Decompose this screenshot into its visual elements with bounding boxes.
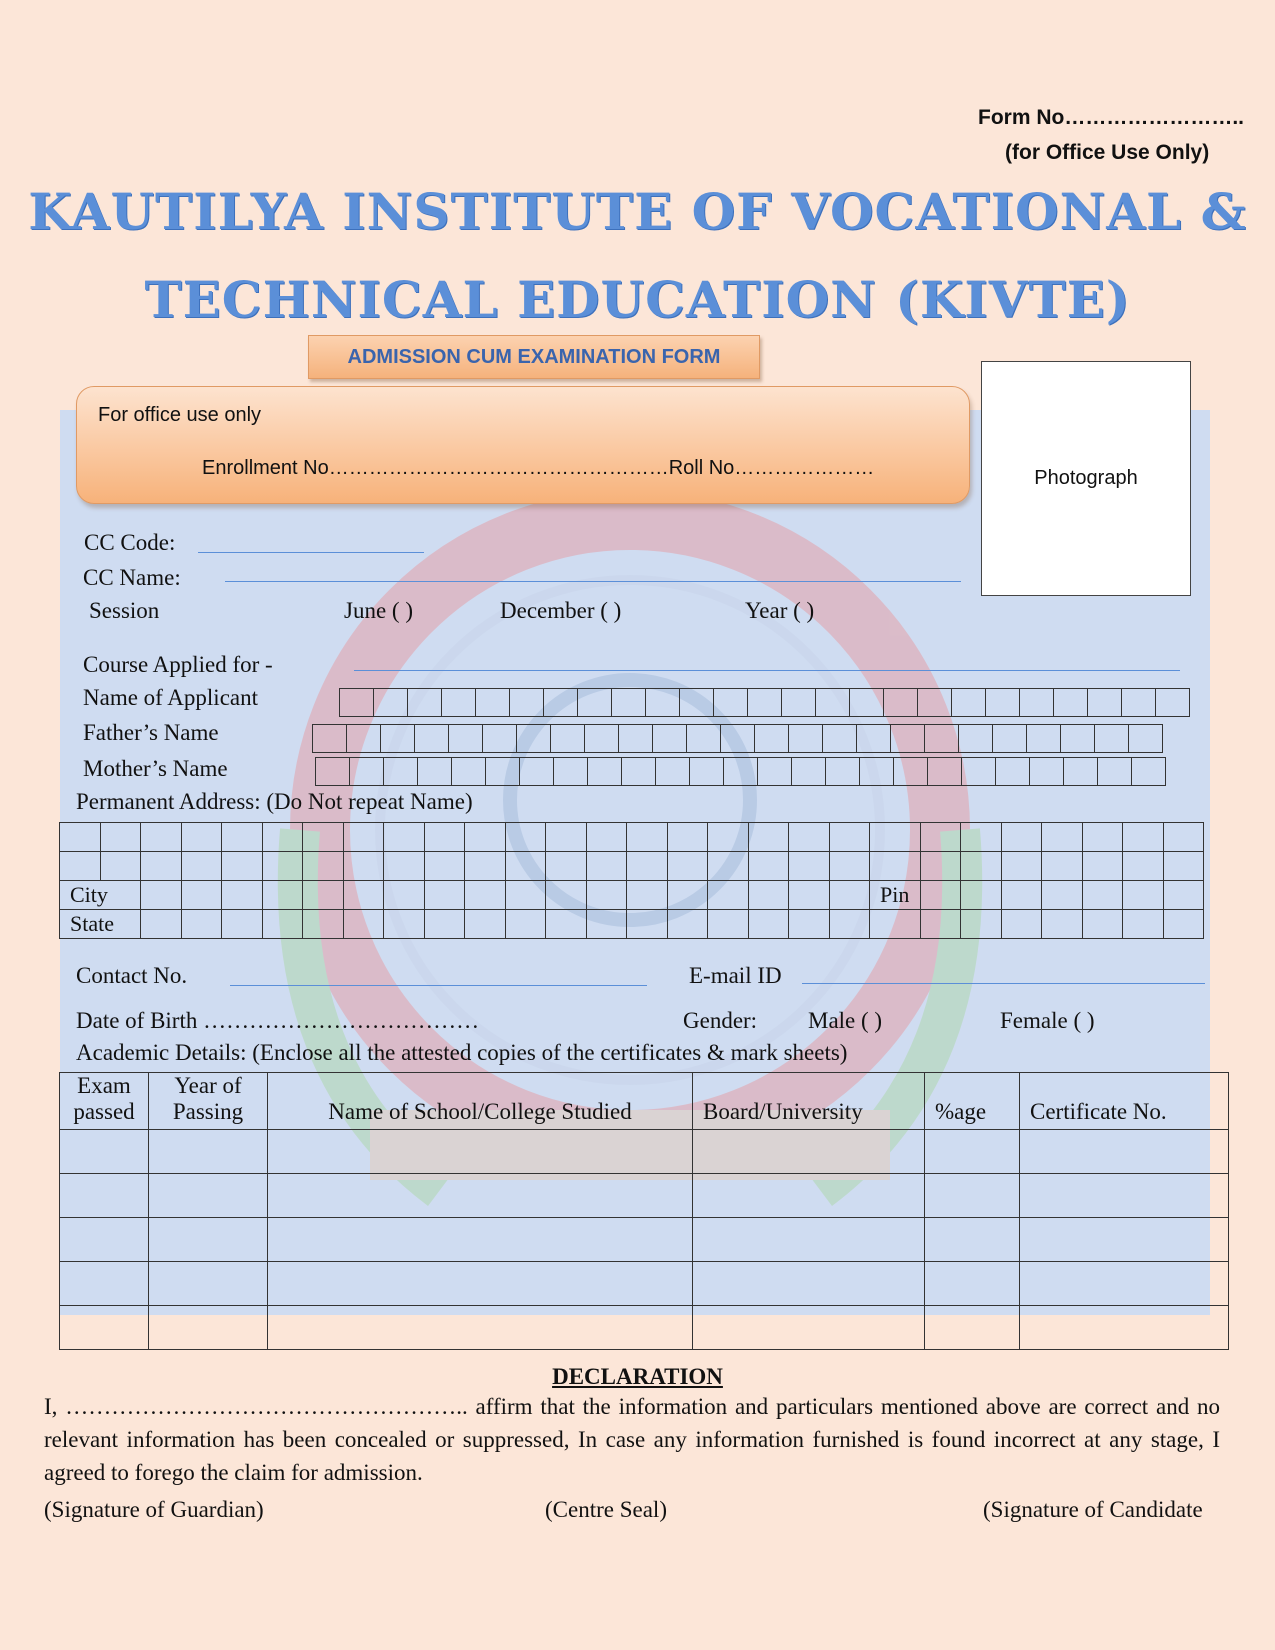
address-cell[interactable] bbox=[1042, 823, 1083, 852]
address-cell[interactable] bbox=[961, 881, 1002, 910]
date-of-birth-field[interactable]: Date of Birth ……………………………… bbox=[76, 1008, 480, 1033]
address-cell[interactable] bbox=[384, 852, 425, 881]
address-cell[interactable] bbox=[920, 823, 961, 852]
address-cell[interactable] bbox=[1163, 852, 1204, 881]
address-cell[interactable] bbox=[1123, 852, 1164, 881]
address-cell[interactable] bbox=[100, 852, 141, 881]
char-box[interactable] bbox=[860, 758, 894, 785]
char-box[interactable] bbox=[690, 758, 724, 785]
address-cell[interactable] bbox=[627, 852, 668, 881]
address-cell[interactable] bbox=[262, 852, 303, 881]
char-box[interactable] bbox=[816, 689, 850, 716]
char-box[interactable] bbox=[755, 725, 789, 752]
academic-row[interactable] bbox=[60, 1218, 1229, 1262]
address-label: Permanent Address: (Do Not repeat Name) bbox=[76, 789, 473, 814]
centre-seal: (Centre Seal) bbox=[545, 1497, 667, 1522]
address-cell[interactable] bbox=[465, 910, 506, 939]
pin-label: Pin bbox=[870, 881, 921, 910]
academic-row[interactable] bbox=[60, 1262, 1229, 1306]
char-box[interactable] bbox=[928, 758, 962, 785]
address-grid-row bbox=[60, 881, 1204, 910]
address-cell[interactable] bbox=[465, 852, 506, 881]
char-box[interactable] bbox=[721, 725, 755, 752]
char-box[interactable] bbox=[857, 725, 891, 752]
address-cell[interactable] bbox=[181, 881, 222, 910]
char-box[interactable] bbox=[758, 758, 792, 785]
address-cell[interactable] bbox=[920, 910, 961, 939]
address-cell[interactable] bbox=[789, 910, 830, 939]
address-cell[interactable] bbox=[1042, 910, 1083, 939]
academic-details-table bbox=[59, 1072, 1229, 1350]
form-type-banner: ADMISSION CUM EXAMINATION FORM bbox=[308, 335, 760, 379]
course-field[interactable] bbox=[354, 670, 1180, 671]
academic-row[interactable] bbox=[60, 1174, 1229, 1218]
char-box[interactable] bbox=[452, 758, 486, 785]
address-cell[interactable] bbox=[586, 881, 627, 910]
header-exam-passed: Exam passed bbox=[60, 1073, 149, 1130]
char-box[interactable] bbox=[1132, 758, 1166, 785]
char-box[interactable] bbox=[585, 725, 619, 752]
session-december-option[interactable]: December ( ) bbox=[500, 598, 622, 623]
char-box[interactable] bbox=[544, 689, 578, 716]
address-grid-row bbox=[60, 852, 1204, 881]
address-grid-row bbox=[60, 823, 1204, 852]
char-box[interactable] bbox=[925, 725, 959, 752]
email-label: E-mail ID bbox=[689, 963, 782, 988]
header-percentage: %age bbox=[925, 1073, 1020, 1130]
contact-field[interactable] bbox=[230, 985, 647, 986]
address-cell[interactable] bbox=[667, 910, 708, 939]
address-cell[interactable] bbox=[141, 852, 182, 881]
header-board-university: Board/University bbox=[693, 1073, 925, 1130]
address-cell[interactable] bbox=[789, 852, 830, 881]
address-cell[interactable] bbox=[505, 881, 546, 910]
char-box[interactable] bbox=[1088, 689, 1122, 716]
address-cell[interactable] bbox=[546, 881, 587, 910]
address-cell[interactable] bbox=[586, 823, 627, 852]
header-certificate-no: Certificate No. bbox=[1020, 1073, 1229, 1130]
address-cell[interactable] bbox=[343, 852, 384, 881]
address-cell[interactable] bbox=[748, 881, 789, 910]
address-cell[interactable] bbox=[181, 823, 222, 852]
char-box[interactable] bbox=[724, 758, 758, 785]
address-cell[interactable] bbox=[920, 852, 961, 881]
char-box[interactable] bbox=[748, 689, 782, 716]
char-box[interactable] bbox=[517, 725, 551, 752]
address-cell[interactable] bbox=[627, 910, 668, 939]
char-box[interactable] bbox=[996, 758, 1030, 785]
char-box[interactable] bbox=[350, 758, 384, 785]
address-cell[interactable] bbox=[303, 852, 344, 881]
char-box[interactable] bbox=[1095, 725, 1129, 752]
photograph-label: Photograph bbox=[1034, 467, 1138, 489]
address-cell[interactable] bbox=[667, 852, 708, 881]
address-cell[interactable] bbox=[343, 910, 384, 939]
address-cell[interactable] bbox=[708, 823, 749, 852]
course-label: Course Applied for - bbox=[83, 652, 273, 677]
cc-name-field[interactable] bbox=[225, 581, 961, 582]
char-box[interactable] bbox=[653, 725, 687, 752]
gender-female-option[interactable]: Female ( ) bbox=[1000, 1008, 1095, 1033]
char-box[interactable] bbox=[1156, 689, 1190, 716]
char-box[interactable] bbox=[476, 689, 510, 716]
char-box[interactable] bbox=[483, 725, 517, 752]
header-year-of-passing: Year of Passing bbox=[149, 1073, 268, 1130]
address-cell[interactable] bbox=[303, 881, 344, 910]
address-cell[interactable] bbox=[586, 852, 627, 881]
address-cell[interactable] bbox=[870, 910, 921, 939]
cc-code-field[interactable] bbox=[198, 552, 424, 553]
academic-row[interactable] bbox=[60, 1130, 1229, 1174]
gender-male-option[interactable]: Male ( ) bbox=[808, 1008, 883, 1033]
address-cell[interactable] bbox=[100, 823, 141, 852]
address-cell[interactable] bbox=[1001, 852, 1042, 881]
char-box[interactable] bbox=[680, 689, 714, 716]
address-cell[interactable] bbox=[1163, 823, 1204, 852]
char-box[interactable] bbox=[374, 689, 408, 716]
address-cell[interactable] bbox=[829, 910, 870, 939]
char-box[interactable] bbox=[316, 758, 350, 785]
char-box[interactable] bbox=[986, 689, 1020, 716]
applicant-name-boxes[interactable] bbox=[339, 688, 1190, 717]
address-cell[interactable] bbox=[141, 881, 182, 910]
address-cell[interactable] bbox=[1082, 910, 1123, 939]
char-box[interactable] bbox=[714, 689, 748, 716]
address-cell[interactable] bbox=[424, 852, 465, 881]
address-cell[interactable] bbox=[627, 823, 668, 852]
address-cell[interactable] bbox=[303, 910, 344, 939]
academic-details-label: Academic Details: (Enclose all the attested copies of the certificates & mark sheets) bbox=[76, 1040, 848, 1065]
address-cell[interactable] bbox=[829, 881, 870, 910]
address-cell[interactable] bbox=[627, 881, 668, 910]
address-cell[interactable] bbox=[424, 823, 465, 852]
contact-label: Contact No. bbox=[76, 963, 188, 988]
institute-title-line1: KAUTILYA INSTITUTE OF VOCATIONAL & bbox=[28, 182, 1247, 241]
address-cell[interactable] bbox=[546, 823, 587, 852]
email-field[interactable] bbox=[802, 983, 1205, 984]
char-box[interactable] bbox=[823, 725, 857, 752]
address-cell[interactable] bbox=[222, 823, 263, 852]
guardian-signature: (Signature of Guardian) bbox=[44, 1497, 264, 1522]
city-label: City bbox=[60, 881, 141, 910]
office-use-heading: For office use only bbox=[98, 404, 262, 426]
address-cell[interactable] bbox=[546, 852, 587, 881]
applicant-name-label: Name of Applicant bbox=[83, 685, 259, 710]
address-cell[interactable] bbox=[343, 881, 384, 910]
address-cell[interactable] bbox=[384, 910, 425, 939]
char-box[interactable] bbox=[418, 758, 452, 785]
address-cell[interactable] bbox=[961, 852, 1002, 881]
char-box[interactable] bbox=[1030, 758, 1064, 785]
address-cell[interactable] bbox=[1082, 823, 1123, 852]
address-cell[interactable] bbox=[60, 823, 101, 852]
form-number: Form No…………………….. bbox=[978, 106, 1244, 129]
address-cell[interactable] bbox=[1123, 910, 1164, 939]
char-box[interactable] bbox=[918, 689, 952, 716]
char-box[interactable] bbox=[340, 689, 374, 716]
char-box[interactable] bbox=[826, 758, 860, 785]
char-box[interactable] bbox=[1020, 689, 1054, 716]
address-cell[interactable] bbox=[384, 881, 425, 910]
address-cell[interactable] bbox=[870, 852, 921, 881]
char-box[interactable] bbox=[408, 689, 442, 716]
address-cell[interactable] bbox=[748, 910, 789, 939]
address-cell[interactable] bbox=[748, 823, 789, 852]
enrollment-roll-field[interactable]: Enrollment No……………………………………………Roll No………………… bbox=[202, 457, 875, 479]
address-grid-row bbox=[60, 910, 1204, 939]
address-cell[interactable] bbox=[789, 881, 830, 910]
address-cell[interactable] bbox=[222, 881, 263, 910]
char-box[interactable] bbox=[1129, 725, 1163, 752]
academic-header-row bbox=[60, 1073, 1229, 1130]
char-box[interactable] bbox=[588, 758, 622, 785]
char-box[interactable] bbox=[551, 725, 585, 752]
address-cell[interactable] bbox=[1163, 910, 1204, 939]
char-box[interactable] bbox=[622, 758, 656, 785]
state-label: State bbox=[60, 910, 141, 939]
char-box[interactable] bbox=[381, 725, 415, 752]
address-cell[interactable] bbox=[1082, 852, 1123, 881]
address-cell[interactable] bbox=[1042, 852, 1083, 881]
address-cell[interactable] bbox=[748, 852, 789, 881]
academic-row[interactable] bbox=[60, 1306, 1229, 1350]
char-box[interactable] bbox=[1054, 689, 1088, 716]
char-box[interactable] bbox=[442, 689, 476, 716]
address-cell[interactable] bbox=[961, 823, 1002, 852]
address-cell[interactable] bbox=[505, 823, 546, 852]
address-cell[interactable] bbox=[505, 910, 546, 939]
address-cell[interactable] bbox=[384, 823, 425, 852]
char-box[interactable] bbox=[619, 725, 653, 752]
char-box[interactable] bbox=[789, 725, 823, 752]
address-cell[interactable] bbox=[60, 852, 101, 881]
session-june-option[interactable]: June ( ) bbox=[344, 598, 413, 623]
office-use-box bbox=[76, 386, 970, 504]
address-cell[interactable] bbox=[667, 881, 708, 910]
office-use-note: (for Office Use Only) bbox=[1005, 141, 1210, 164]
address-cell[interactable] bbox=[505, 852, 546, 881]
char-box[interactable] bbox=[578, 689, 612, 716]
char-box[interactable] bbox=[1061, 725, 1095, 752]
char-box[interactable] bbox=[1098, 758, 1132, 785]
char-box[interactable] bbox=[884, 689, 918, 716]
char-box[interactable] bbox=[520, 758, 554, 785]
gender-label: Gender: bbox=[683, 1008, 758, 1033]
char-box[interactable] bbox=[510, 689, 544, 716]
address-cell[interactable] bbox=[303, 823, 344, 852]
address-cell[interactable] bbox=[141, 910, 182, 939]
char-box[interactable] bbox=[1122, 689, 1156, 716]
mother-name-label: Mother’s Name bbox=[83, 756, 228, 781]
address-cell[interactable] bbox=[1123, 823, 1164, 852]
char-box[interactable] bbox=[313, 725, 347, 752]
address-cell[interactable] bbox=[829, 823, 870, 852]
address-cell[interactable] bbox=[708, 910, 749, 939]
address-cell[interactable] bbox=[920, 881, 961, 910]
char-box[interactable] bbox=[1064, 758, 1098, 785]
address-grid[interactable] bbox=[59, 822, 1204, 939]
char-box[interactable] bbox=[612, 689, 646, 716]
address-cell[interactable] bbox=[1001, 910, 1042, 939]
address-cell[interactable] bbox=[1082, 881, 1123, 910]
address-cell[interactable] bbox=[465, 881, 506, 910]
address-cell[interactable] bbox=[961, 910, 1002, 939]
institute-title-line2: TECHNICAL EDUCATION (KIVTE) bbox=[144, 270, 1131, 329]
address-cell[interactable] bbox=[222, 910, 263, 939]
address-cell[interactable] bbox=[708, 881, 749, 910]
char-box[interactable] bbox=[347, 725, 381, 752]
char-box[interactable] bbox=[656, 758, 690, 785]
char-box[interactable] bbox=[850, 689, 884, 716]
char-box[interactable] bbox=[792, 758, 826, 785]
address-cell[interactable] bbox=[262, 823, 303, 852]
address-cell[interactable] bbox=[222, 852, 263, 881]
declaration-text: I, …………………………………………….. affirm that the information and particulars mentioned above are correct and no relevant information has been concealed or suppressed, In case any information furnished is found incorrect at any stage, I agreed to forego the claim for admission. bbox=[44, 1394, 1220, 1485]
address-cell[interactable] bbox=[141, 823, 182, 852]
address-cell[interactable] bbox=[586, 910, 627, 939]
char-box[interactable] bbox=[415, 725, 449, 752]
session-year-field[interactable]: Year ( ) bbox=[745, 598, 815, 623]
char-box[interactable] bbox=[959, 725, 993, 752]
char-box[interactable] bbox=[1027, 725, 1061, 752]
address-cell[interactable] bbox=[546, 910, 587, 939]
address-cell[interactable] bbox=[343, 823, 384, 852]
address-cell[interactable] bbox=[465, 823, 506, 852]
char-box[interactable] bbox=[449, 725, 483, 752]
photograph-box[interactable] bbox=[981, 361, 1191, 596]
address-cell[interactable] bbox=[1123, 881, 1164, 910]
mother-name-boxes[interactable] bbox=[315, 757, 1166, 786]
char-box[interactable] bbox=[554, 758, 588, 785]
address-cell[interactable] bbox=[424, 910, 465, 939]
char-box[interactable] bbox=[894, 758, 928, 785]
address-cell[interactable] bbox=[870, 823, 921, 852]
address-cell[interactable] bbox=[181, 910, 222, 939]
address-cell[interactable] bbox=[181, 852, 222, 881]
address-cell[interactable] bbox=[667, 823, 708, 852]
char-box[interactable] bbox=[952, 689, 986, 716]
char-box[interactable] bbox=[891, 725, 925, 752]
candidate-signature: (Signature of Candidate bbox=[983, 1497, 1203, 1522]
char-box[interactable] bbox=[384, 758, 418, 785]
address-cell[interactable] bbox=[262, 910, 303, 939]
address-cell[interactable] bbox=[1042, 881, 1083, 910]
address-cell[interactable] bbox=[1163, 881, 1204, 910]
char-box[interactable] bbox=[962, 758, 996, 785]
cc-name-label: CC Name: bbox=[83, 565, 181, 590]
char-box[interactable] bbox=[687, 725, 721, 752]
declaration-heading: DECLARATION bbox=[552, 1364, 723, 1389]
address-cell[interactable] bbox=[829, 852, 870, 881]
address-cell[interactable] bbox=[1001, 823, 1042, 852]
char-box[interactable] bbox=[646, 689, 680, 716]
cc-code-label: CC Code: bbox=[84, 530, 176, 555]
father-name-label: Father’s Name bbox=[83, 720, 219, 745]
char-box[interactable] bbox=[782, 689, 816, 716]
char-box[interactable] bbox=[486, 758, 520, 785]
address-cell[interactable] bbox=[789, 823, 830, 852]
char-box[interactable] bbox=[993, 725, 1027, 752]
address-cell[interactable] bbox=[262, 881, 303, 910]
address-cell[interactable] bbox=[1001, 881, 1042, 910]
address-cell[interactable] bbox=[708, 852, 749, 881]
session-label: Session bbox=[89, 598, 160, 623]
father-name-boxes[interactable] bbox=[312, 724, 1163, 753]
address-cell[interactable] bbox=[424, 881, 465, 910]
header-school-name: Name of School/College Studied bbox=[268, 1073, 693, 1130]
